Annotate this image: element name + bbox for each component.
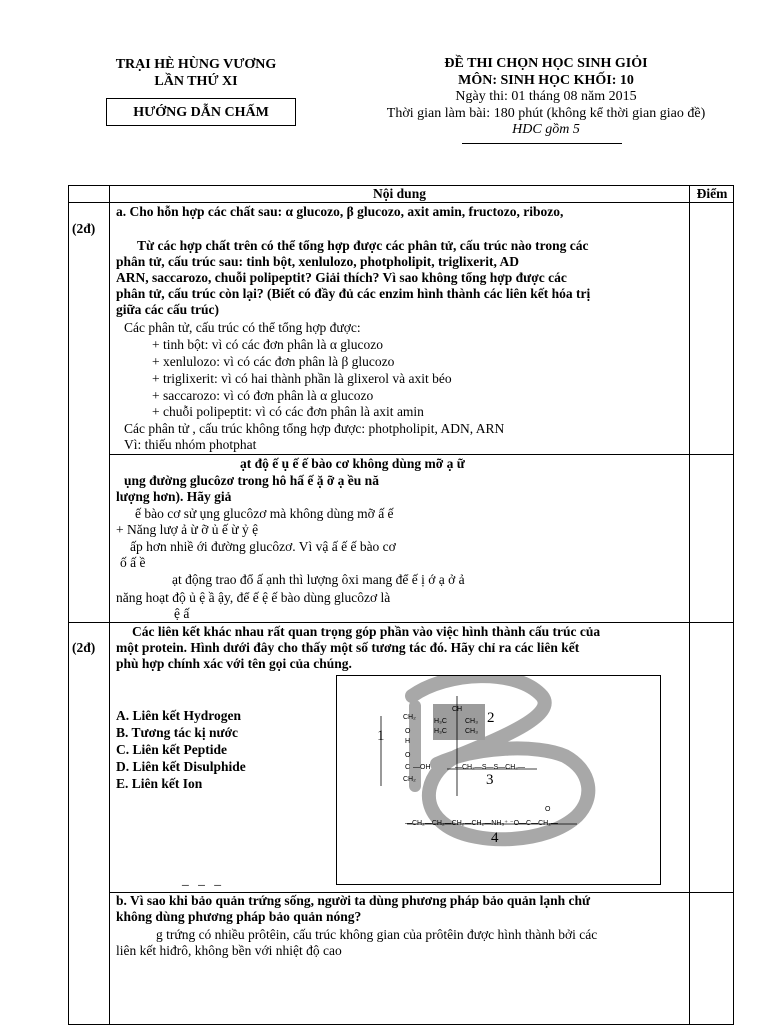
exam-date: Ngày thi: 01 tháng 08 năm 2015 bbox=[455, 89, 637, 104]
edition: LẦN THỨ XI bbox=[154, 74, 238, 89]
q1-ans-intro: Các phân tử, cấu trúc có thể tổng hợp được: bbox=[124, 320, 361, 335]
chem-double-o: O bbox=[545, 806, 551, 813]
header-left bbox=[96, 56, 296, 90]
chem-h3c-2: H₃C bbox=[434, 728, 447, 735]
header-underline bbox=[462, 143, 622, 144]
q2-option-c: C. Liên kết Peptide bbox=[116, 742, 227, 757]
q1-b-line3: lượng hơn). Hãy giả bbox=[116, 489, 232, 504]
q2-option-d: D. Liên kết Disulphide bbox=[116, 759, 246, 774]
exam-duration: Thời gian làm bài: 180 phút (không kể thời gian giao đề) bbox=[386, 105, 706, 121]
q2-option-a: A. Liên kết Hydrogen bbox=[116, 708, 242, 723]
q1-b-ans1: ế bào cơ sử ụng glucôzơ mà không dùng mỡ ấ ế bbox=[135, 506, 394, 521]
q1-a-line4: ARN, saccarozo, chuỗi polipeptit? Giải thích? Vì sao không tổng hợp được các bbox=[116, 270, 567, 285]
q1-ans-item: + saccarozo: vì có đơn phân là α glucozo bbox=[152, 388, 374, 403]
q1-b-line1: ạt độ ế ụ ế ế bào cơ không dùng mỡ ạ ữ bbox=[240, 456, 465, 471]
q1-ans-no: Các phân tử , cấu trúc không tổng hợp được: photpholipit, ADN, ARN bbox=[124, 421, 505, 436]
q1-part-divider bbox=[109, 454, 734, 455]
chem-o2: O bbox=[405, 752, 411, 759]
q2-b-line1: b. Vì sao khi bảo quản trứng sống, người ta dùng phương pháp bảo quản lạnh chứ bbox=[116, 893, 591, 908]
q2-score: (2đ) bbox=[72, 640, 96, 655]
q1-b-line2: ụng đường glucôzơ trong hô hấ ế ặ ỡ ạ ều nă bbox=[124, 473, 379, 488]
q1-ans-item: + triglixerit: vì có hai thành phần là glixerol và axit béo bbox=[152, 371, 452, 386]
q2-line1: Các liên kết khác nhau rất quan trọng góp phần vào việc hình thành cấu trúc của bbox=[132, 624, 601, 639]
q1-b-ans6: năng hoạt độ ủ ệ ầ ậy, để ế ệ ế bào dùng glucôzơ là bbox=[116, 590, 391, 605]
page-count: HDC gồm 5 bbox=[512, 122, 580, 137]
q1-b-ans3: ấp hơn nhiề ới đường glucôzơ. Vì vậ ấ ế ế bào cơ bbox=[130, 539, 396, 554]
figure-label-2: 2 bbox=[487, 710, 495, 726]
q1-score: (2đ) bbox=[72, 221, 96, 236]
q2-answer-blanks: _ _ _ bbox=[182, 872, 224, 887]
q1-ans-reason: Vì: thiếu nhóm photphat bbox=[124, 437, 257, 452]
table-col-divider-right bbox=[689, 185, 690, 1024]
q1-b-ans5: ạt động trao đổ ấ ạnh thì lượng ôxi mang để ế ị ớ ạ ở ả bbox=[172, 572, 465, 587]
q2-b-ans2: liên kết hiđrô, không bền với nhiệt độ cao bbox=[116, 943, 342, 958]
table-col-divider-left bbox=[109, 185, 110, 1024]
subject-grade: MÔN: SINH HỌC KHỐI: 10 bbox=[458, 72, 634, 88]
q1-ans-item: + tinh bột: vì có các đơn phân là α glucozo bbox=[152, 337, 384, 352]
chem-ionic-chain: —CH₂—CH₂—CH₂—CH₂—NH₃⁺ ⁻O—C—CH₂— bbox=[405, 820, 558, 827]
col-header-score: Điểm bbox=[696, 186, 728, 201]
protein-bonds-figure bbox=[336, 675, 661, 885]
figure-label-4: 4 bbox=[491, 830, 499, 846]
q1-a-line3: phân tử, cấu trúc sau: tinh bột, xenlulozo, photpholipit, triglixerit, AD bbox=[116, 254, 520, 269]
figure-label-3: 3 bbox=[486, 772, 494, 788]
backbone-curve bbox=[412, 676, 588, 839]
q2-option-b: B. Tương tác kị nước bbox=[116, 725, 239, 740]
q1-a-line5: phân tử, cấu trúc còn lại? (Biết có đầy đủ các enzim hình thành các liên kết hóa trị bbox=[116, 286, 591, 301]
q1-a-line2: Từ các hợp chất trên có thể tổng hợp được các phân tử, cấu trúc nào trong các bbox=[137, 238, 589, 253]
q1-a-line6: giữa các cấu trúc) bbox=[116, 302, 219, 317]
q2-line2: một protein. Hình dưới đây cho thấy một số tương tác đó. Hãy chỉ ra các liên kết bbox=[116, 640, 580, 655]
q1-a-line1: a. Cho hỗn hợp các chất sau: α glucozo, β glucozo, axit amin, fructozo, ribozo, bbox=[116, 204, 564, 219]
header-right bbox=[360, 56, 732, 139]
q2-line3: phù hợp chính xác với tên gọi của chúng. bbox=[116, 656, 352, 671]
q-divider bbox=[68, 622, 734, 623]
chem-ch3: CH₃ bbox=[465, 718, 478, 725]
chem-ch2-top: CH₂ bbox=[403, 714, 416, 721]
q1-ans-item: + xenlulozo: vì có các đơn phân là β glucozo bbox=[152, 354, 395, 369]
q1-b-ans2: + Năng lượ ả ừ ỡ ủ ế ừ ỷ ệ bbox=[116, 522, 259, 537]
chem-ch2-bottom: CH₂ bbox=[403, 776, 416, 783]
figure-label-1: 1 bbox=[377, 728, 385, 744]
q2-option-e: E. Liên kết Ion bbox=[116, 776, 203, 791]
chem-ch3-2: CH₃ bbox=[465, 728, 478, 735]
chem-disulfide: —CH₂—S—S—CH₂— bbox=[455, 764, 525, 771]
chem-oh: —OH bbox=[413, 764, 431, 771]
q1-ans-item: + chuỗi polipeptit: vì có các đơn phân là axit amin bbox=[152, 404, 424, 419]
chem-o: O bbox=[405, 728, 411, 735]
q2-b-line2: không dùng phương pháp bảo quản nóng? bbox=[116, 909, 362, 924]
chem-ch: CH bbox=[452, 706, 463, 713]
marking-guide-box: HƯỚNG DẪN CHẤM bbox=[106, 98, 296, 126]
q1-b-ans4: ố ấ ề bbox=[120, 555, 146, 570]
col-header-content: Nội dung bbox=[373, 186, 426, 201]
chem-h3c: H₃C bbox=[434, 718, 447, 725]
q1-b-ans7: ệ ấ bbox=[174, 606, 190, 621]
camp-name: TRẠI HÈ HÙNG VƯƠNG bbox=[115, 57, 277, 72]
protein-chain-drawing bbox=[337, 676, 661, 885]
chem-h: H bbox=[405, 738, 411, 745]
chem-c: C bbox=[405, 764, 411, 771]
exam-title: ĐỀ THI CHỌN HỌC SINH GIỎI bbox=[444, 56, 648, 71]
q2-b-ans1: g trứng có nhiều prôtêin, cấu trúc không gian của prôtêin được hình thành bởi các bbox=[156, 927, 598, 942]
